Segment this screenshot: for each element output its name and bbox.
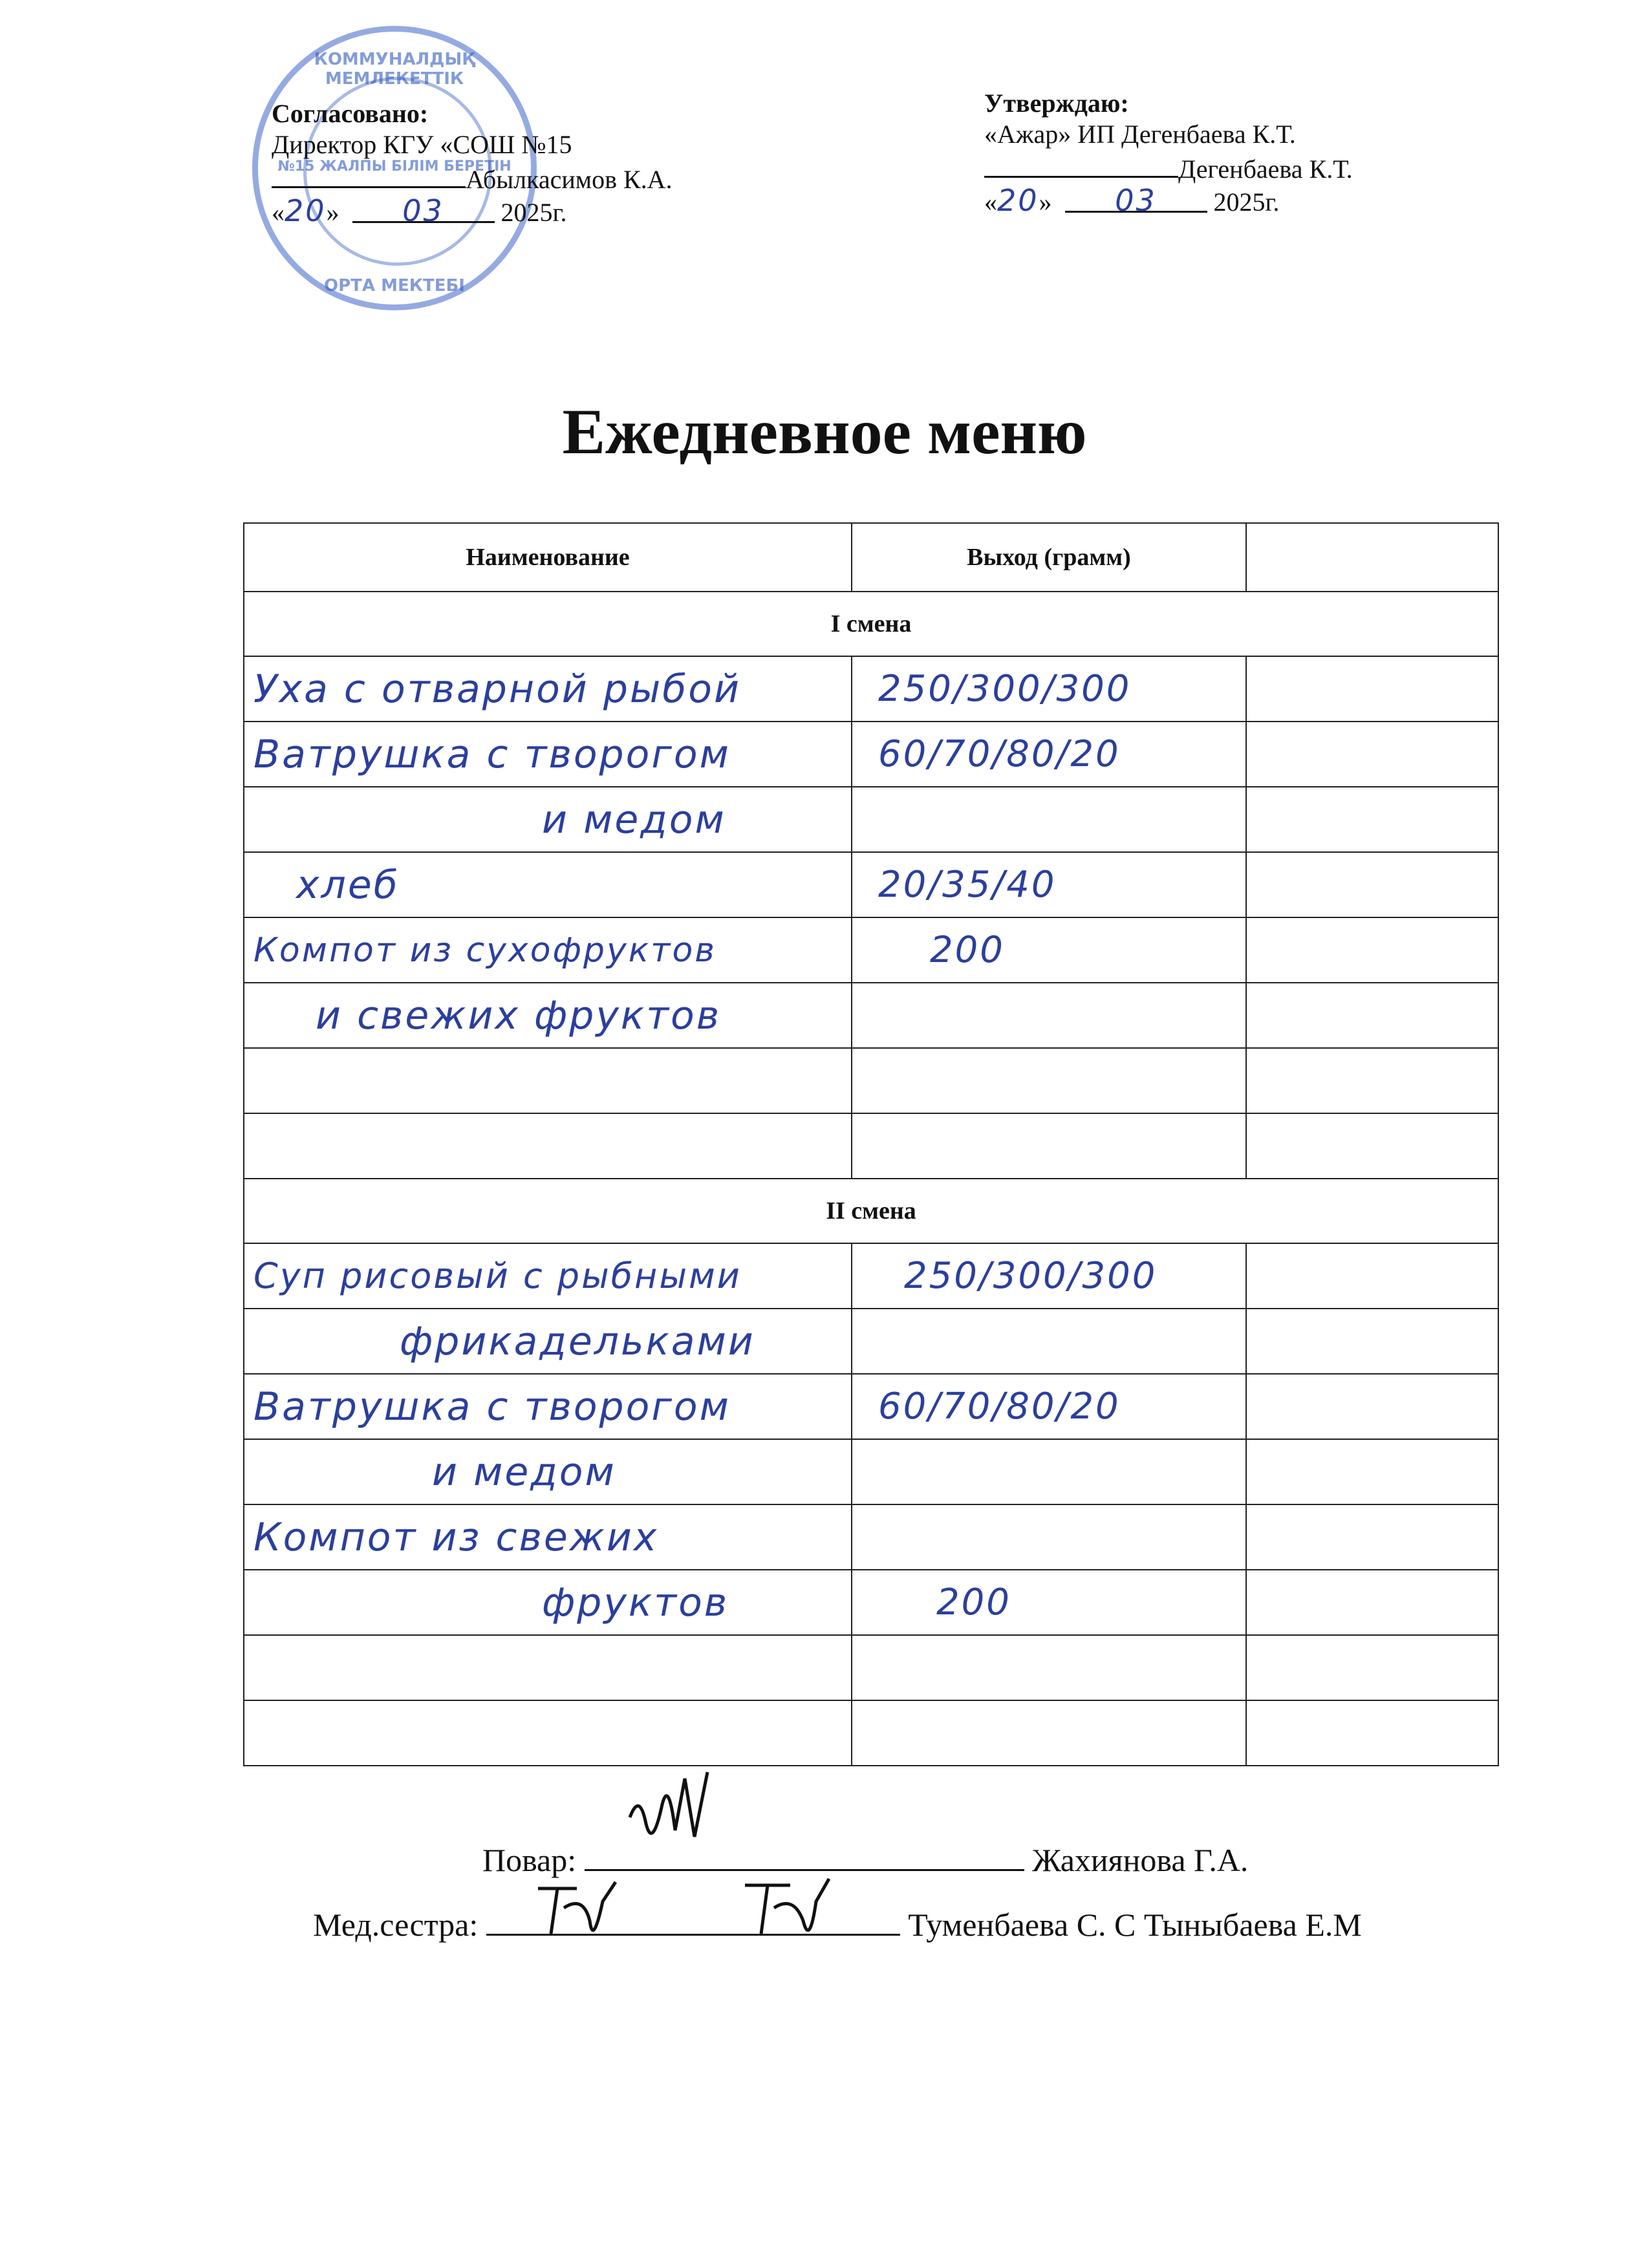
table-row (244, 1700, 1498, 1766)
item-output: 20/35/40 (852, 852, 1246, 917)
nurse-signature-1-icon (532, 1876, 622, 1960)
approval-left-line1: Директор КГУ «СОШ №15 (272, 130, 572, 159)
table-header-row (244, 523, 1498, 592)
item-extra (1246, 787, 1498, 852)
approval-left-signer: Абылкасимов К.А. (466, 165, 673, 194)
signature-line (984, 150, 1178, 178)
table-row (244, 917, 1498, 983)
item-extra (1246, 983, 1498, 1048)
stamp-text-mid: №15 ЖАЛПЫ БІЛІМ БЕРЕТІН (277, 158, 512, 175)
item-name: фрикадельками (244, 1309, 852, 1374)
item-extra (1246, 1113, 1498, 1179)
cook-signature-line (585, 1843, 1024, 1871)
item-output (852, 1048, 1246, 1113)
approval-left-month: 03 (402, 193, 444, 228)
table-row (244, 1570, 1498, 1635)
item-name: Компот из свежих (244, 1504, 852, 1570)
nurse-names: Туменбаева С. С Тыныбаева Е.М (908, 1907, 1362, 1943)
item-output (852, 983, 1246, 1048)
table-row (244, 722, 1498, 787)
item-name: Ватрушка с творогом (244, 722, 852, 787)
item-output (852, 1113, 1246, 1179)
item-name: фруктов (244, 1570, 852, 1635)
stamp-text-top: КОММУНАЛДЫҚ МЕМЛЕКЕТТІК (314, 50, 475, 89)
item-name: Суп рисовый с рыбными (244, 1243, 852, 1309)
approval-left-day: 20 (285, 193, 327, 228)
table-row (244, 1504, 1498, 1570)
cook-signature-row (482, 1841, 1248, 1879)
item-output (852, 787, 1246, 852)
approval-right-signer: Дегенбаева К.Т. (1178, 155, 1353, 184)
item-output: 60/70/80/20 (852, 722, 1246, 787)
table-row (244, 983, 1498, 1048)
cook-signature-icon (623, 1766, 720, 1876)
table-row (244, 787, 1498, 852)
table-row (244, 852, 1498, 917)
approval-right-sign-line (984, 150, 1353, 185)
approval-left-year: 2025г. (501, 198, 567, 227)
header-output: Выход (грамм) (852, 523, 1246, 592)
item-name (244, 1635, 852, 1700)
item-extra (1246, 1700, 1498, 1766)
nurse-signature-line (486, 1908, 900, 1936)
item-extra (1246, 917, 1498, 983)
item-name: Компот из сухофруктов (244, 917, 852, 983)
table-row (244, 656, 1498, 722)
table-row (244, 1635, 1498, 1700)
table-row (244, 1243, 1498, 1309)
approval-right-heading: Утверждаю: (984, 89, 1129, 118)
table-row (244, 1439, 1498, 1504)
item-extra (1246, 852, 1498, 917)
signature-line (272, 160, 466, 188)
item-name (244, 1048, 852, 1113)
item-name: и свежих фруктов (244, 983, 852, 1048)
item-extra (1246, 656, 1498, 722)
item-output: 250/300/300 (852, 1243, 1246, 1309)
shift2-row (244, 1179, 1498, 1243)
item-output (852, 1439, 1246, 1504)
approval-left-date: «20» 03 2025г. (272, 193, 567, 228)
item-extra (1246, 1635, 1498, 1700)
item-extra (1246, 1374, 1498, 1439)
item-extra (1246, 722, 1498, 787)
item-output: 200 (852, 1570, 1246, 1635)
item-name: хлеб (244, 852, 852, 917)
menu-table (243, 522, 1499, 1766)
cook-name: Жахиянова Г.А. (1032, 1842, 1249, 1878)
shift2-label: II смена (244, 1179, 1498, 1243)
approval-left-month-line (352, 193, 495, 228)
approval-right-year: 2025г. (1213, 187, 1280, 217)
item-name: Уха с отварной рыбой (244, 656, 852, 722)
approval-left-sign-line (272, 160, 673, 195)
approval-left-heading: Согласовано: (272, 99, 429, 128)
approval-left-block (272, 98, 673, 228)
item-name: и медом (244, 787, 852, 852)
nurse-signature-row (313, 1906, 1362, 1943)
item-output: 200 (852, 917, 1246, 983)
item-name: Ватрушка с творогом (244, 1374, 852, 1439)
header-name: Наименование (244, 523, 852, 592)
item-extra (1246, 1504, 1498, 1570)
stamp-text-bottom: ОРТА МЕКТЕБІ (324, 276, 465, 295)
approval-right-block (984, 88, 1353, 218)
nurse-signature-2-icon (738, 1869, 835, 1960)
shift1-row (244, 592, 1498, 656)
item-output (852, 1504, 1246, 1570)
approval-right-day: 20 (997, 183, 1039, 218)
table-row (244, 1374, 1498, 1439)
table-row (244, 1113, 1498, 1179)
cook-label: Повар: (482, 1842, 577, 1878)
item-output: 250/300/300 (852, 656, 1246, 722)
item-extra (1246, 1048, 1498, 1113)
table-row (244, 1048, 1498, 1113)
item-output (852, 1635, 1246, 1700)
shift1-label: I смена (244, 592, 1498, 656)
header-extra (1246, 523, 1498, 592)
nurse-label: Мед.сестра: (313, 1907, 479, 1943)
item-name: и медом (244, 1439, 852, 1504)
item-name (244, 1700, 852, 1766)
item-extra (1246, 1243, 1498, 1309)
item-output: 60/70/80/20 (852, 1374, 1246, 1439)
item-output (852, 1700, 1246, 1766)
item-extra (1246, 1439, 1498, 1504)
item-output (852, 1309, 1246, 1374)
approval-right-line1: «Ажар» ИП Дегенбаева К.Т. (984, 120, 1296, 149)
approval-right-month-line (1065, 183, 1207, 218)
approval-right-month: 03 (1115, 183, 1157, 218)
item-extra (1246, 1309, 1498, 1374)
item-extra (1246, 1570, 1498, 1635)
approval-right-date: «20» 03 2025г. (984, 183, 1280, 218)
page-title: Ежедневное меню (562, 396, 1087, 467)
item-name (244, 1113, 852, 1179)
table-row (244, 1309, 1498, 1374)
